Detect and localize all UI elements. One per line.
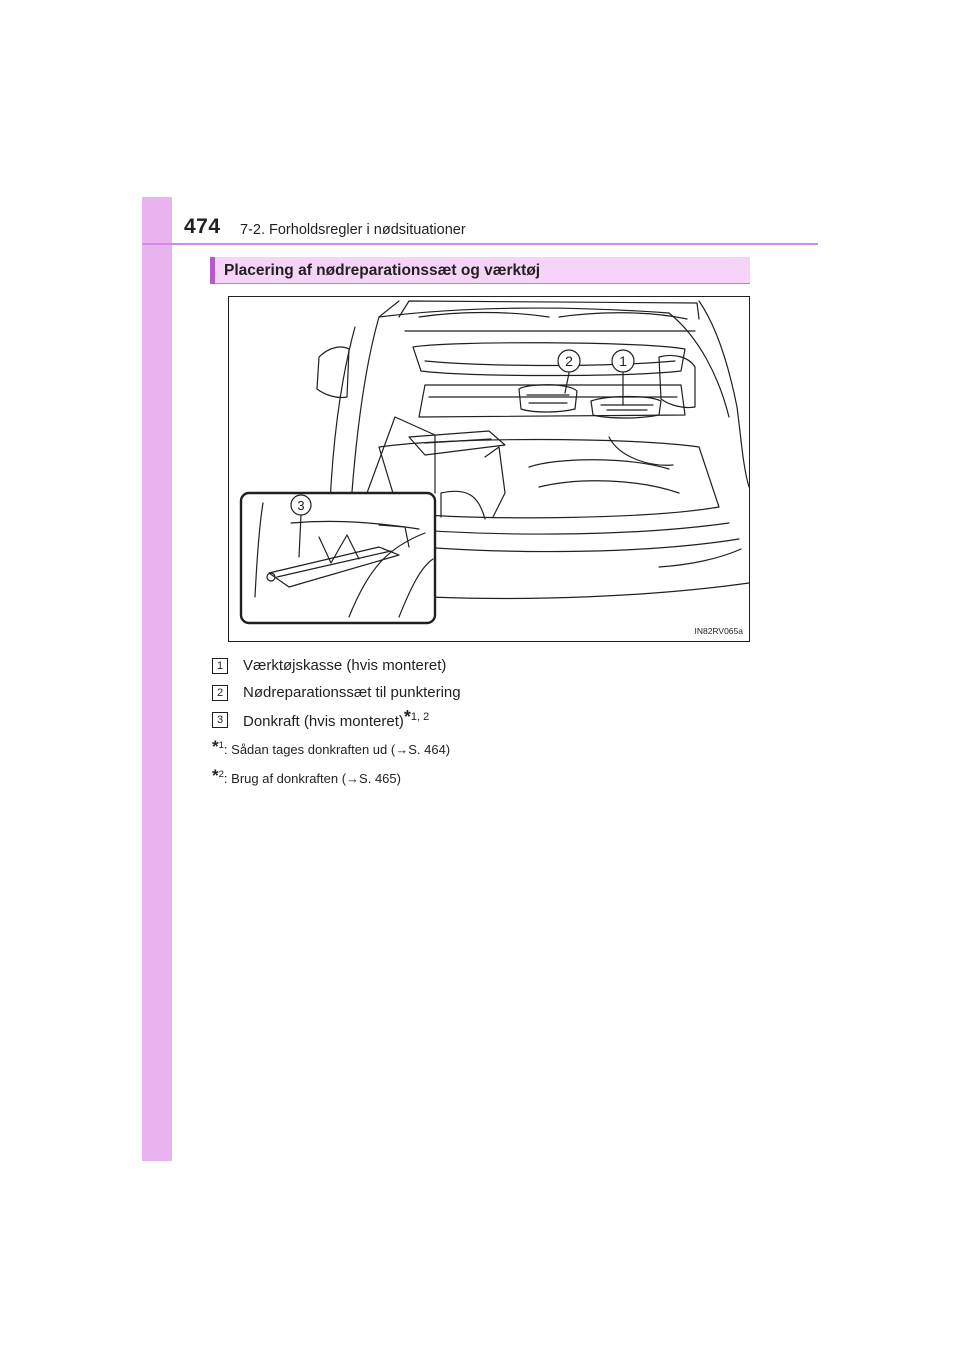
callout-1: 1 (619, 353, 627, 369)
footnote-asterisk: * (212, 766, 219, 785)
luggage-area-illustration (228, 296, 750, 642)
footnote-asterisk: * (403, 707, 411, 727)
illustration-drawing (229, 297, 750, 642)
chapter-title: 7-2. Forholdsregler i nødsituationer (240, 222, 466, 238)
legend-number-badge: 3 (212, 712, 228, 728)
figure-code: IN82RV065a (694, 626, 743, 636)
footnote-text: : Brug af donkraften ( (223, 771, 347, 786)
side-color-strip (142, 197, 172, 1161)
footnote-1 (212, 737, 451, 757)
legend-label: Nødreparationssæt til punktering (243, 684, 461, 701)
footnote-2 (212, 766, 401, 786)
header-rule (142, 243, 818, 245)
arrow-right-icon: → (395, 742, 409, 757)
arrow-right-icon: → (346, 771, 360, 786)
footnote-page-ref: S. 465) (359, 771, 401, 786)
footnote-text: : Sådan tages donkraften ud ( (223, 742, 396, 757)
legend-number-badge: 2 (212, 685, 228, 701)
section-heading-bar (210, 257, 215, 284)
legend-label: Donkraft (hvis monteret)*$^{1, 2}$ (243, 707, 430, 730)
footnote-page-ref: S. 464) (408, 742, 451, 757)
callout-3: 3 (297, 498, 305, 513)
section-heading (210, 257, 750, 284)
footnote-superscript: 1, 2 (410, 711, 430, 723)
footnote-asterisk: * (212, 737, 219, 756)
page-number: 474 (184, 215, 221, 238)
footnote-superscript: 1 (218, 740, 224, 751)
legend-number-badge: 1 (212, 658, 228, 674)
legend-label: Værktøjskasse (hvis monteret) (243, 657, 447, 674)
section-heading-text: Placering af nødreparationssæt og værktøj (224, 262, 541, 279)
footnote-superscript: 2 (218, 769, 224, 780)
callout-2: 2 (565, 353, 573, 369)
